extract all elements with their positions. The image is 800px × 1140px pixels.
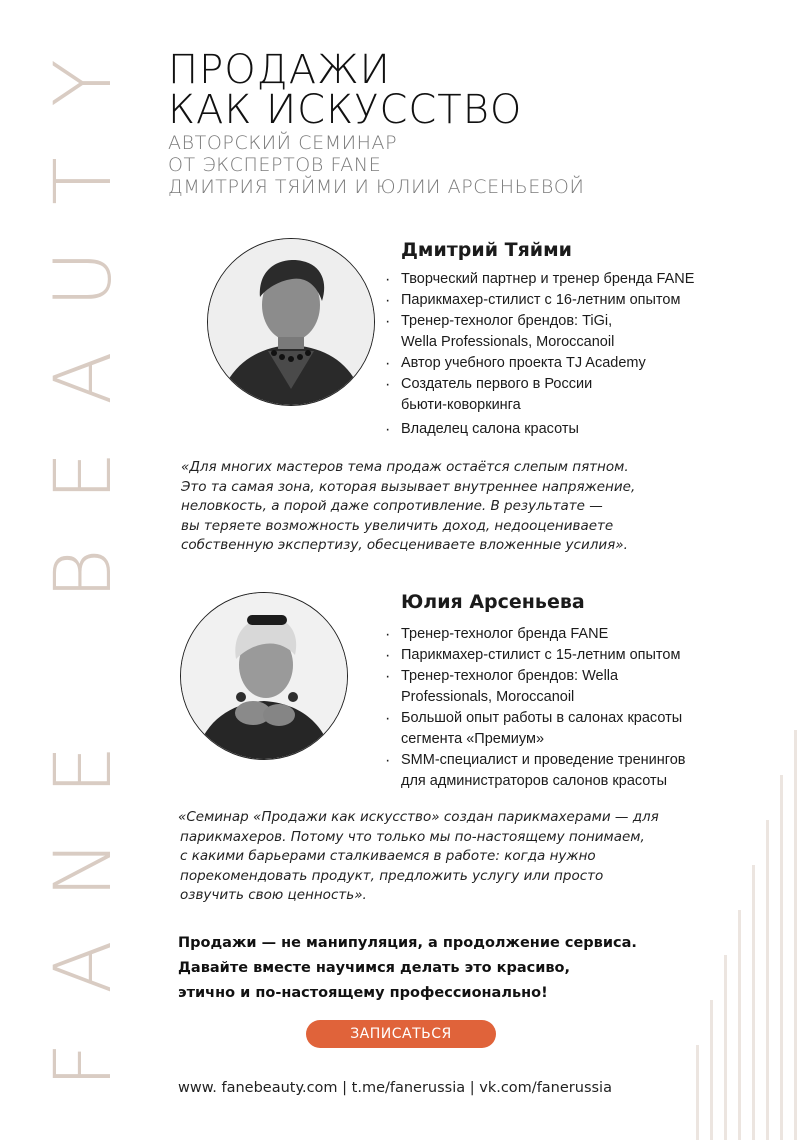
quote-line: «Для многих мастеров тема продаж остаётся слепым пятном.: [181, 459, 629, 475]
brand-letter: F: [39, 1042, 129, 1088]
page-subtitle: [168, 132, 584, 198]
brand-letter: N: [39, 839, 129, 898]
list-item: · Парикмахер-стилист с 16-летним опытом: [383, 290, 743, 311]
list-item: · Парикмахер-стилист с 15-летним опытом: [383, 645, 763, 666]
quote-line: неловкость, а порой даже сопротивление. В результате —: [181, 498, 603, 514]
expert-quote: [181, 458, 635, 556]
footer-links: www. fanebeauty.com | t.me/fanerussia | vk.com/fanerussia: [178, 1080, 612, 1096]
closing-line: Продажи — не манипуляция, а продолжение сервиса.: [178, 935, 637, 951]
expert-name: Дмитрий Тяйми: [401, 239, 572, 261]
list-item: · Тренер-технолог бренда FANE: [383, 624, 763, 645]
list-item: · Владелец салона красоты: [383, 419, 743, 440]
brand-letter: E: [39, 745, 129, 795]
expert-photo-yulia: [180, 592, 348, 760]
quote-line: вы теряете возможность увеличить доход, недооцениваете: [181, 517, 614, 534]
quote-line: порекомендовать продукт, предложить услугу или просто: [180, 867, 604, 884]
quote-line: Это та самая зона, которая вызывает внутреннее напряжение,: [181, 478, 636, 495]
quote-line: парикмахеров. Потому что только мы по-настоящему понимаем,: [180, 828, 645, 845]
closing-statement: [178, 931, 637, 1006]
subtitle-line-3: ДМИТРИЯ ТЯЙМИ И ЮЛИИ АРСЕНЬЕВОЙ: [168, 176, 585, 198]
list-item: · Большой опыт работы в салонах красоты сегмента «Премиум»: [383, 708, 763, 750]
title-line-2: КАК ИСКУССТВО: [168, 87, 523, 133]
quote-line: «Семинар «Продажи как искусство» создан парикмахерами — для: [178, 809, 659, 825]
brand-letter: Y: [39, 59, 129, 107]
list-item: · Автор учебного проекта TJ Academy: [383, 353, 743, 374]
subtitle-line-2: ОТ ЭКСПЕРТОВ FANE: [168, 154, 382, 176]
expert-name: Юлия Арсеньева: [401, 591, 585, 613]
brand-vertical-wordmark: [39, 44, 129, 1104]
brand-letter: A: [39, 940, 129, 994]
quote-line: озвучить свою ценность».: [180, 887, 367, 903]
brand-letter: E: [39, 451, 129, 501]
list-item: · Тренер-технолог брендов: TiGi, Wella Professionals, Moroccanoil: [383, 311, 743, 353]
quote-line: с какими барьерами сталкиваемся в работе: когда нужно: [180, 848, 596, 864]
page-title: [168, 47, 523, 133]
title-line-1: ПРОДАЖИ: [168, 47, 391, 93]
signup-button[interactable]: ЗАПИСАТЬСЯ: [306, 1020, 496, 1048]
expert-bullets: [383, 269, 743, 440]
brand-letter: T: [39, 157, 129, 206]
brand-letter: A: [39, 350, 129, 405]
brand-letter: U: [39, 250, 129, 308]
subtitle-line-1: АВТОРСКИЙ СЕМИНАР: [168, 132, 398, 154]
brand-letter: B: [39, 548, 129, 600]
list-item: · Творческий партнер и тренер бренда FANE: [383, 269, 743, 290]
decorative-stripes: [690, 700, 800, 1140]
closing-line: Давайте вместе научимся делать это красиво,: [178, 960, 571, 976]
expert-quote: [178, 808, 659, 906]
quote-line: собственную экспертизу, обесцениваете вложенные усилия».: [181, 537, 628, 553]
portrait-woman-icon: [181, 593, 347, 759]
list-item: · Тренер-технолог брендов: Wella Professionals, Moroccanoil: [383, 666, 763, 708]
portrait-man-icon: [208, 239, 374, 405]
list-item: · Создатель первого в России бьюти-коворкинга: [383, 374, 743, 416]
expert-photo-dmitry: [207, 238, 375, 406]
closing-line: этично и по-настоящему профессионально!: [178, 985, 548, 1001]
list-item: · SMM-специалист и проведение тренингов для администраторов салонов красоты: [383, 750, 763, 792]
